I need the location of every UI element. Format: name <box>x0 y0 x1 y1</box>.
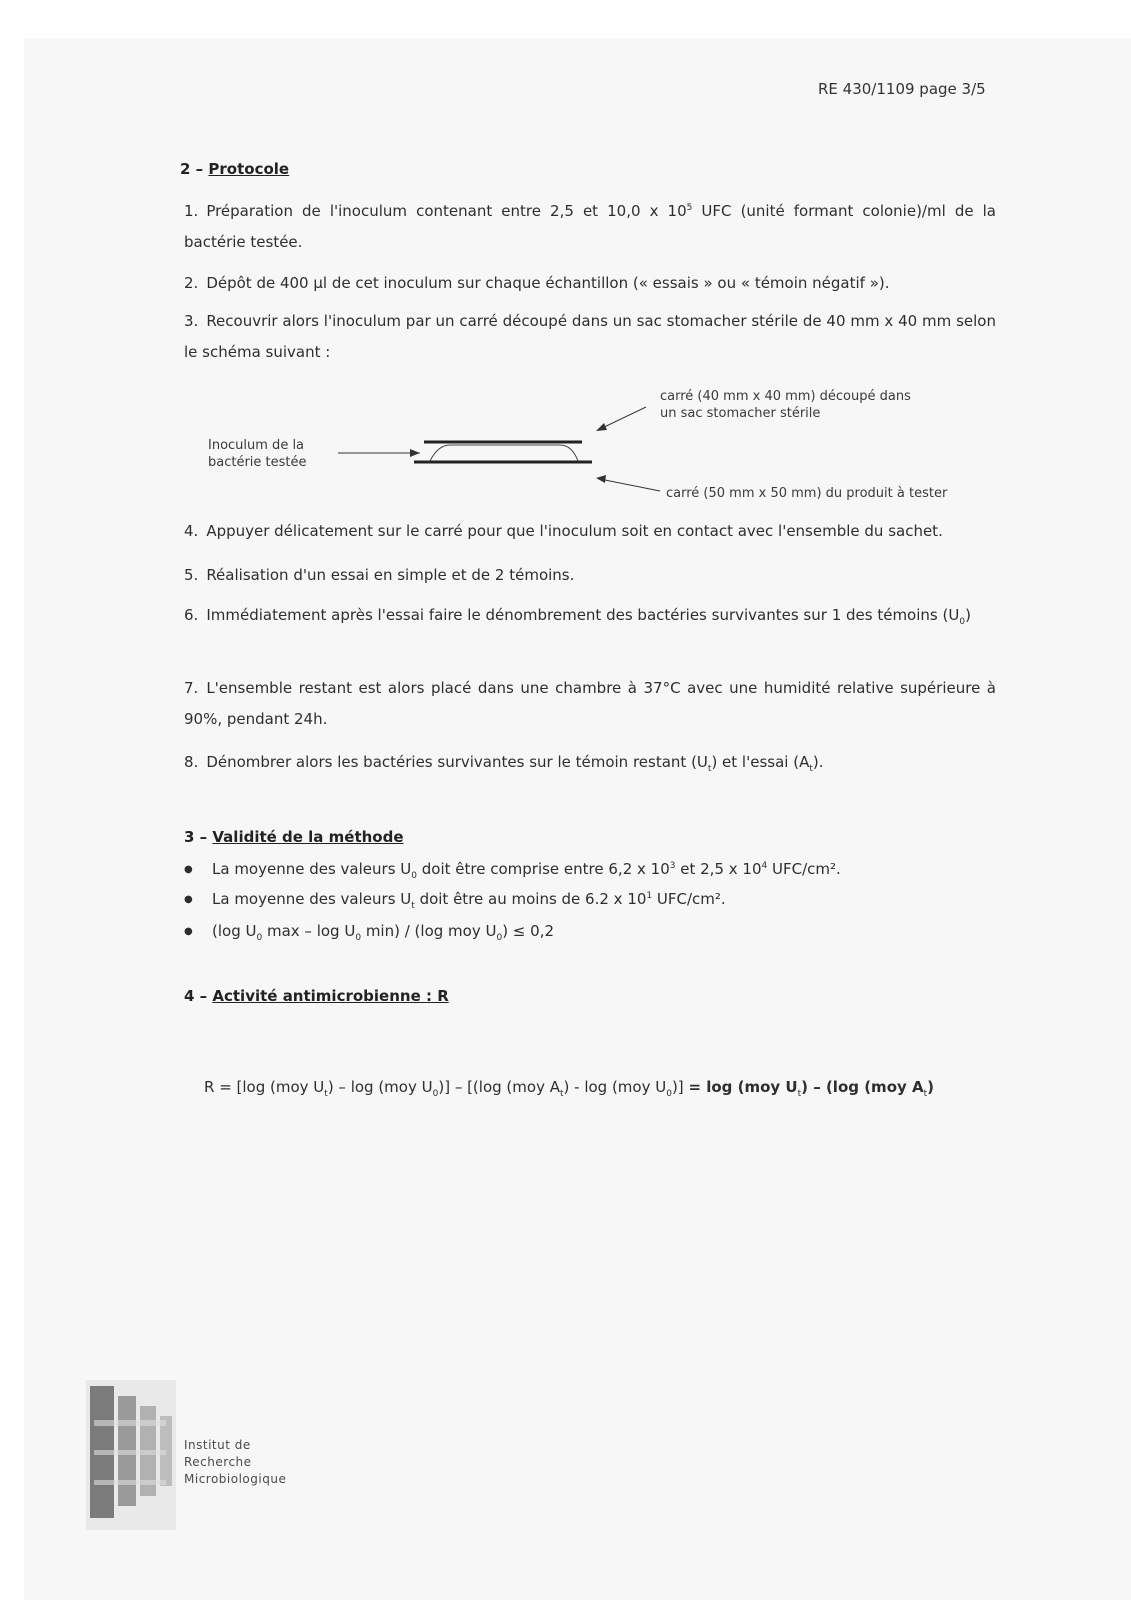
step-7: 7. L'ensemble restant est alors placé dans une chambre à 37°C avec une humidité relative supérieure à 90%, pendant 24h. <box>184 679 996 728</box>
bullet-dot: ● <box>184 926 193 937</box>
top-arrow-head <box>596 423 607 431</box>
bullet-dot: ● <box>184 864 193 875</box>
step-3: 3. Recouvrir alors l'inoculum par un carré découpé dans un sac stomacher stérile de 40 mm x 40 mm selon le schéma suivant : <box>184 312 996 361</box>
top-arrow-line <box>600 407 646 429</box>
validity-bullet-2: ● La moyenne des valeurs $U_t$ doit être au moins de 6.2 x $10^1$ UFC/cm². <box>184 890 726 911</box>
bottom-arrow-head <box>596 475 606 483</box>
left-arrow-head <box>410 449 420 457</box>
validity-bullet-3: ● (log $U_0$ max – $\log U_0$ min) / (log moy $U_0) \le 0,2$ <box>184 922 554 943</box>
diagram-lines <box>320 395 680 505</box>
section-4-title: Activité antimicrobienne : R <box>212 987 449 1005</box>
section-3-heading: 3 – Validité de la méthode <box>184 828 404 846</box>
step-8: 8. Dénombrer alors les bactéries survivantes sur le témoin restant $(U_t)$ et l'essai $(A_t)$. <box>184 753 824 774</box>
inoculum-shape <box>430 445 578 461</box>
step-5: 5. Réalisation d'un essai en simple et de 2 témoins. <box>184 566 575 584</box>
institute-logo-icon <box>86 1380 176 1530</box>
document-reference: RE 430/1109 page 3/5 <box>818 80 986 98</box>
section-3-title: Validité de la méthode <box>212 828 404 846</box>
section-2-heading: 2 – Protocole <box>180 160 290 178</box>
label-top-square: carré (40 mm x 40 mm) découpé dans un sac stomacher stérile <box>660 389 911 421</box>
validity-bullet-1: ● La moyenne des valeurs $U_0$ doit être comprise entre 6,2 x $10^3$ et 2,5 x $10^4$ UFC/cm². <box>184 860 841 881</box>
antimicrobial-formula: R = [log (moy $U_t$) – log (moy $U_0)] - [(\log$ (moy $A_t$) - log (moy $U_0)] = \log (moy$ $U_t) - (\log$ (moy $A_t$) <box>204 1078 934 1099</box>
label-inoculum: Inoculum de la bactérie testée <box>208 438 307 470</box>
step-1: 1. Préparation de l'inoculum contenant entre 2,5 et 10,0 x $10^5$ UFC (unité formant colonie)/ml de la bactérie testée. <box>184 202 996 251</box>
step-2: 2. Dépôt de 400 µl de cet inoculum sur chaque échantillon (« essais » ou « témoin négatif »). <box>184 274 890 292</box>
bottom-arrow-line <box>600 479 660 491</box>
section-4-heading: 4 – Activité antimicrobienne : R <box>184 987 449 1005</box>
institute-name: Institut de Recherche Microbiologique <box>184 1438 287 1486</box>
section-2-title: Protocole <box>208 160 290 178</box>
bullet-dot: ● <box>184 894 193 905</box>
step-6: 6. Immédiatement après l'essai faire le dénombrement des bactéries survivantes sur 1 des témoins $(U_0)$ <box>184 606 971 627</box>
step-4: 4. Appuyer délicatement sur le carré pour que l'inoculum soit en contact avec l'ensemble du sachet. <box>184 522 943 540</box>
label-bottom-square: carré (50 mm x 50 mm) du produit à tester <box>666 486 948 501</box>
